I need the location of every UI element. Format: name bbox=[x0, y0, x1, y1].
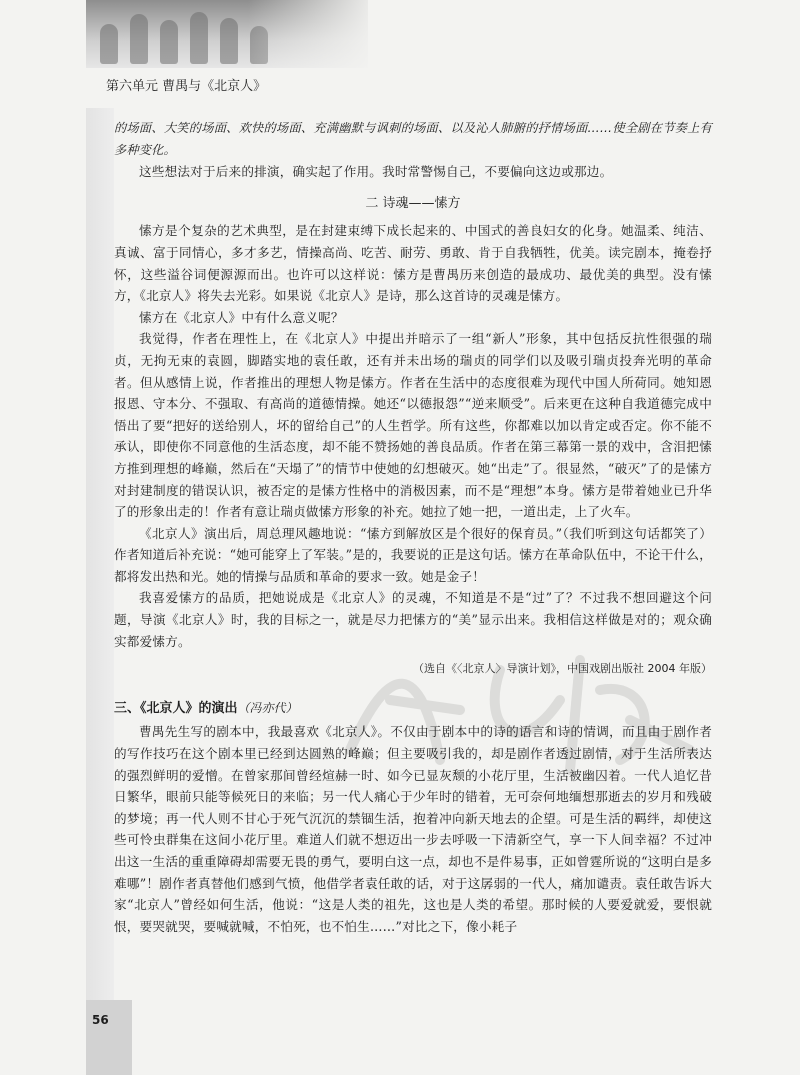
paragraph: 我觉得，作者在理性上，在《北京人》中提出并暗示了一组“新人”形象，其中包括反抗性很强的瑞贞，无拘无束的袁圆，脚踏实地的袁任敢，还有并未出场的瑞贞的同学们以及吸引瑞贞投奔光明的革命者。但从感情上说，作者推出的理想人物是愫方。作者在生活中的态度很难为现代中国人所荷同。她知恩报恩、守本分、不强取、有高尚的道德情操。她还“以德报怨”“逆来顺受”。后来更在这种自我道德完成中悟出了要“把好的送给别人，坏的留给自己”的人生哲学。所有这些，你都难以加以肯定或否定。你不能不承认，即使你不同意他的生活态度，却不能不赞扬她的善良品质。作者在第三幕第一景的戏中，含泪把愫方推到理想的峰巅，然后在“天塌了”的情节中使她的幻想破灭。她“出走”了。很显然，“破灭”了的是愫方对封建制度的错误认识，被否定的是愫方性格中的消极因素，而不是“理想”本身。愫方是带着她业已升华了的形象出走的！作者有意让瑞贞做愫方形象的补充。她拉了她一把，一道出走，上了火车。 bbox=[114, 331, 712, 520]
page-number-tab bbox=[86, 1000, 132, 1075]
paragraph: 愫方是个复杂的艺术典型，是在封建束缚下成长起来的、中国式的善良妇女的化身。她温柔、纯洁、真诚、富于同情心，多才多艺，情操高尚、吃苦、耐劳、勇敢、肯于自我牺牲，优美。读完剧本，掩卷抒怀，这些溢谷词便源源而出。也许可以这样说：愫方是曹禺历来创造的最成功、最优美的典型。没有愫方，《北京人》将失去光彩。如果说《北京人》是诗，那么这首诗的灵魂是愫方。 bbox=[114, 223, 712, 304]
paragraph: 这些想法对于后来的排演，确实起了作用。我时常警惕自己，不要偏向这边或那边。 bbox=[139, 164, 613, 180]
section-author: （冯亦代） bbox=[237, 700, 298, 715]
paragraph: 曹禺先生写的剧本中，我最喜欢《北京人》。不仅由于剧本中的诗的语言和诗的情调，而且由于剧作者的写作技巧在这个剧本里已经到达圆熟的峰巅；但主要吸引我的，却是剧作者透过剧情，对于生活所表达的强烈鲜明的爱憎。在曾家那间曾经煊赫一时、如今已显灰颓的小花厅里，生活被幽囚着。一代人追忆昔日繁华，眼前只能等候死日的来临；另一代人痛心于少年时的错着，无可奈何地缅想那逝去的岁月和残破的梦境；再一代人则不甘心于死气沉沉的禁锢生活，抱着冲向新天地去的企望。可是生活的羁绊，却使这些可怜虫群集在这间小花厅里。难道人们就不想迈出一步去呼吸一下清新空气，享一下人间幸福？不过冲出这一生活的重重障碍却需要无畏的勇气，要明白这一点，却也不是件易事，正如曾霆所说的“这明白是多难哪”！剧作者真替他们感到气愤，他借学者袁任敢的话，对于这孱弱的一代人，痛加谴责。袁任敢告诉大家“北京人”曾经如何生活，他说：“这是人类的祖先，这也是人类的希望。那时候的人要爱就爱，要恨就恨，要哭就哭，要喊就喊，不怕死，也不怕生……”对比之下，像小耗子 bbox=[114, 724, 712, 934]
paragraph: 愫方在《北京人》中有什么意义呢？ bbox=[139, 309, 344, 325]
unit-title: 第六单元 曹禺与《北京人》 bbox=[106, 79, 267, 94]
page-number: 56 bbox=[92, 1013, 109, 1027]
paragraph: 的场面、大笑的场面、欢快的场面、充满幽默与讽刺的场面、以及沁人肺腑的抒情场面……使全剧在节奏上有多种变化。 bbox=[114, 121, 712, 157]
paragraph: 《北京人》演出后，周总理风趣地说：“愫方到解放区是个很好的保育员。”（我们听到这句话都笑了）作者知道后补充说：“她可能穿上了军装。”是的，我要说的正是这句话。愫方在革命队伍中，不论干什么，都将发出热和光。她的情操与品质和革命的要求一致。她是金子！ bbox=[114, 525, 712, 584]
article-body bbox=[114, 118, 712, 937]
section-title: 三、《北京人》的演出 bbox=[114, 700, 238, 716]
section-heading bbox=[114, 698, 712, 720]
source-citation: （选自《〈北京人〉导演计划》，中国戏剧出版社 2004 年版） bbox=[413, 662, 712, 676]
section-title: 二 诗魂——愫方 bbox=[365, 195, 461, 211]
paragraph: 我喜爱愫方的品质，把她说成是《北京人》的灵魂，不知道是不是“过”了？不过我不想回避这个问题，导演《北京人》时，我的目标之一，就是尽力把愫方的“美”显示出来。我相信这样做是对的；观众确实都爱愫方。 bbox=[114, 590, 712, 649]
side-margin-bar bbox=[86, 108, 114, 1075]
header-illustration bbox=[86, 0, 368, 68]
